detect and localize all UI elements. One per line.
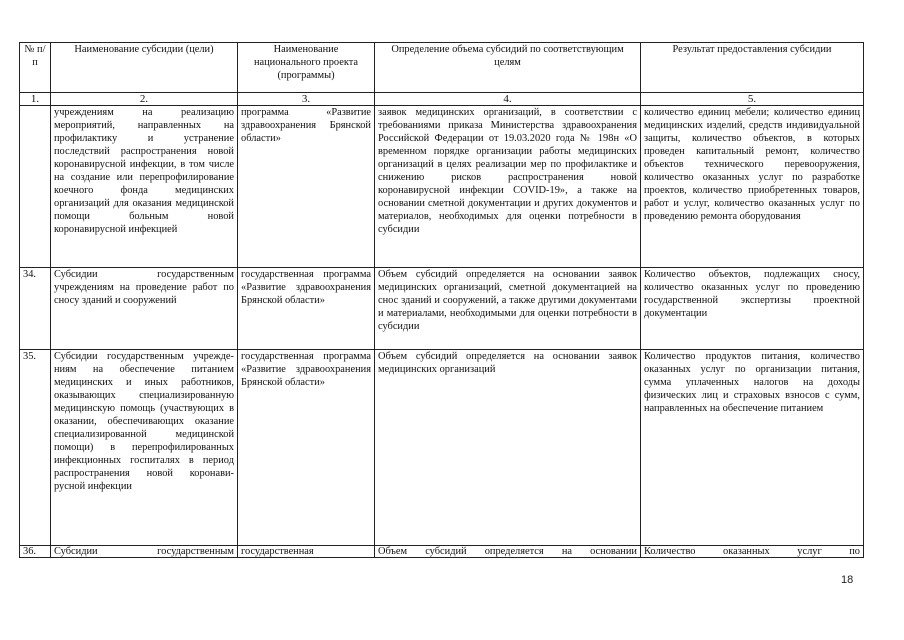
column-index-2: 2. [51,93,238,106]
subsidy-table [19,42,864,558]
column-index-1: 1. [20,93,51,106]
column-index-5: 5. [641,93,864,106]
volume-definition-cell: Объем субсидий определяется на основании [375,546,641,558]
subsidy-name-cell: Субсидии государственным [51,546,238,558]
row-number: 35. [20,350,51,546]
header-volume-definition: Определение объема субсидий по соответствующим целям [375,43,641,93]
column-index-row [20,93,864,106]
page-number: 18 [841,574,854,586]
result-cell: Количество продуктов питания, количество оказанных услуг по организации питания, сумма уплаченных налогов на доходы физических лиц и страховых взносов с сумм, направленных на обеспечение питанием [641,350,864,546]
table-row [20,268,864,350]
row-number: 34. [20,268,51,350]
column-index-3: 3. [238,93,375,106]
national-project-cell: программа «Развитие здравоохранения Брянской области» [238,106,375,268]
result-cell: Количество объектов, подлежащих сносу, количество оказанных услуг по проведению государственной экспертизы проектной документации [641,268,864,350]
volume-definition-cell: заявок медицинских организаций, в соответствии с требованиями приказа Министерства здравоохранения Российской Федерации от 19.03.2020 года № 198н «О временном порядке организации работы медицинских организаций в целях реализации мер по профилактике и снижению рисков распространения новой коронавирусной инфекции COVID-19», а также на основании сметной документации и других документов и материалов, необходимых для оценки потребности в субсидии [375,106,641,268]
subsidy-name-cell: Субсидии государственным учреждениям на проведение работ по сносу зданий и сооружений [51,268,238,350]
result-cell: Количество оказанных услуг по [641,546,864,558]
header-subsidy-name: Наименование субсидии (цели) [51,43,238,93]
volume-definition-cell: Объем субсидий определяется на основании заявок медицинских организаций [375,350,641,546]
column-index-4: 4. [375,93,641,106]
national-project-cell: государственная [238,546,375,558]
table-row [20,106,864,268]
table-row [20,546,864,558]
subsidy-name-cell: учреждениям на реализацию мероприятий, направленных на профилактику и устранение последствий распространения новой коронавирусной инфекции, в том числе на создание или перепрофилирование коечного фонда медицинских организаций для оказания медицинской помощи больным новой коронавирусной инфекцией [51,106,238,268]
volume-definition-cell: Объем субсидий определяется на основании заявок медицинских организаций, сметной документацией на снос зданий и сооружений, а также другими документами и материалами, необходимыми для оценки потребности в субсидии [375,268,641,350]
header-result: Результат предоставления субсидии [641,43,864,93]
row-number: 36. [20,546,51,558]
national-project-cell: государственная программа «Развитие здравоохранения Брянской области» [238,268,375,350]
result-cell: количество единиц мебели; количество единиц медицинских изделий, средств индивидуальной защиты, количество объектов, в которых проведен капитальный ремонт, количество объектов технического перевооружения, количество оказанных услуг по разработке проектов, количество приобретенных товаров, работ и услуг, количество оказанных услуг по проведению ремонта оборудования [641,106,864,268]
national-project-cell: государственная программа «Развитие здравоохранения Брянской области» [238,350,375,546]
subsidy-name-cell: Субсидии государственным учрежде-ниям на обеспечение питанием медицинских и иных работников, оказывающих специализированную медицинскую помощь (участвующих в оказании, обеспечивающих оказание специализированной медицинской помощи) в перепрофилированных инфекционных госпиталях в период распространения новой коронави-русной инфекции [51,350,238,546]
row-number [20,106,51,268]
header-number: № п/п [20,43,51,93]
table-header-row [20,43,864,93]
table-row [20,350,864,546]
header-national-project: Наименование национального проекта (программы) [238,43,375,93]
